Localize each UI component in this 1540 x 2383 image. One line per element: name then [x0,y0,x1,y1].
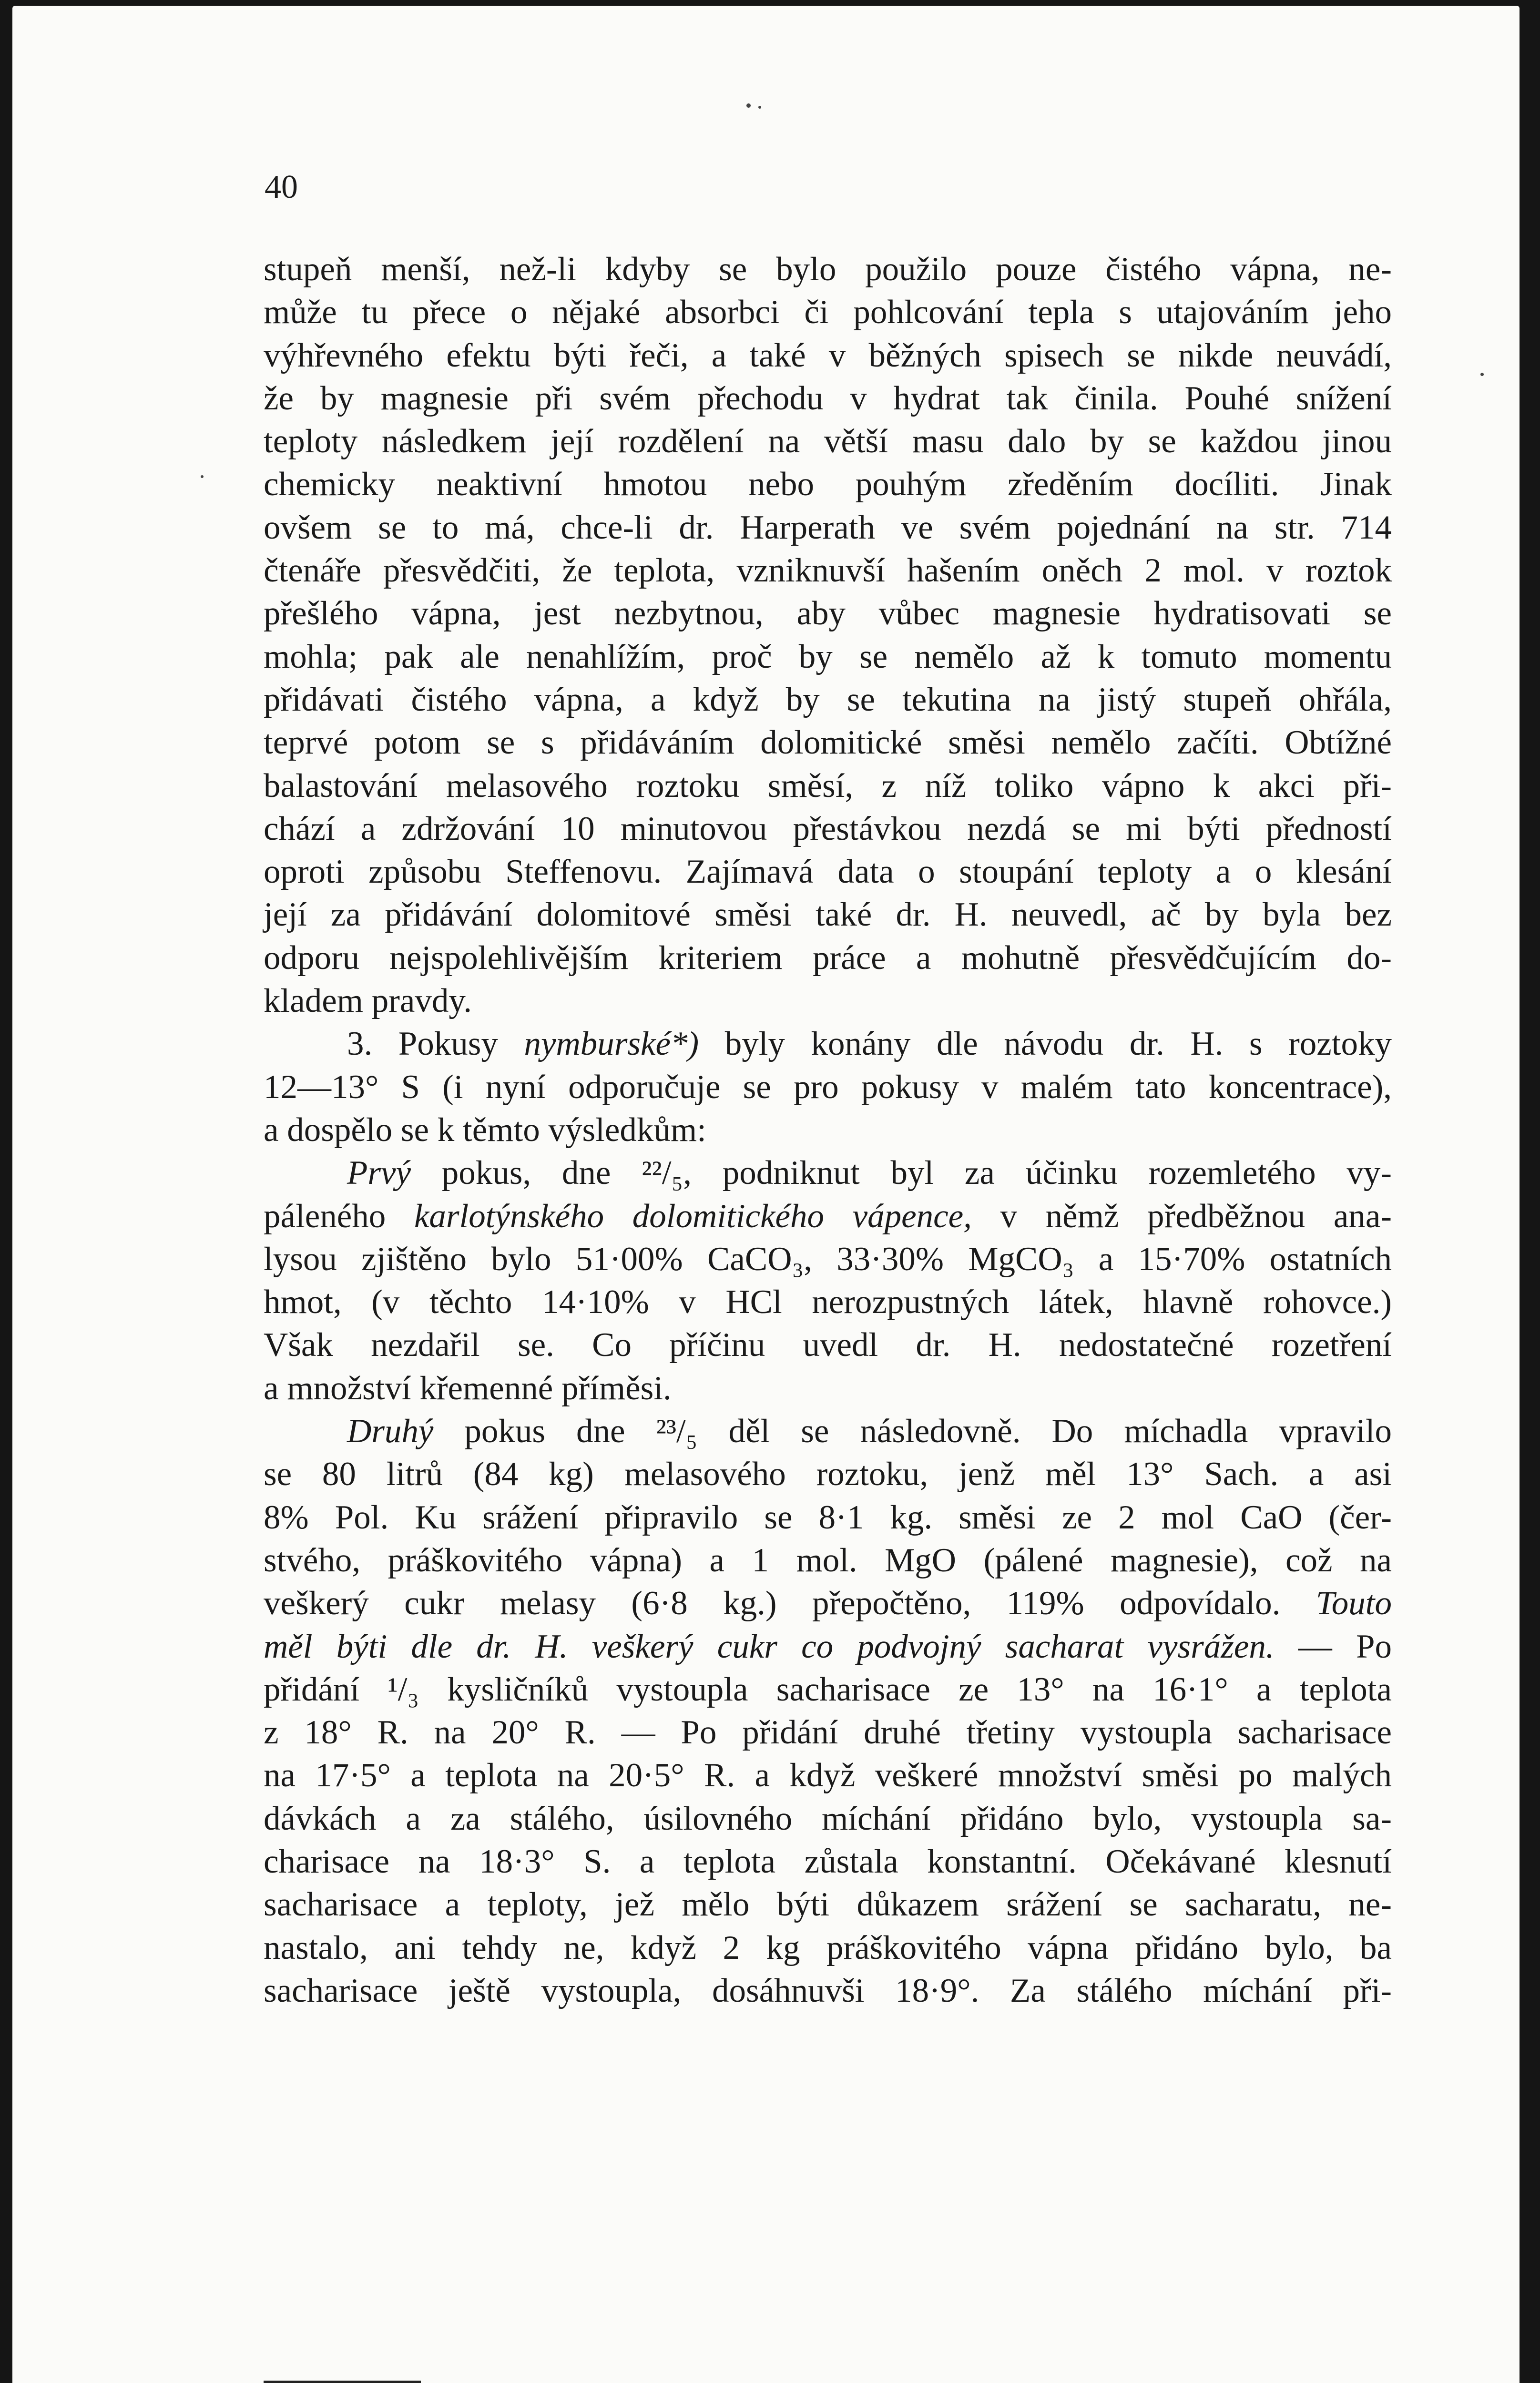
text-line: přešlého vápna, jest nezbytnou, aby vůbec magnesie hydratisovati se [264,595,1392,632]
text-line [264,1195,1392,1238]
text-line: se 80 litrů (84 kg) melasového roztoku, jenž měl 13° Sach. a asi [264,1456,1392,1493]
text-line: chemicky neaktivní hmotou nebo pouhým zředěním docíliti. Jinak [264,466,1392,503]
text-line: že by magnesie při svém přechodu v hydrat tak činila. Pouhé snížení [264,379,1392,417]
text-line [264,1625,1392,1668]
italic-run: Druhý [347,1413,434,1450]
text-line: teprvé potom se s přidáváním dolomitické směsi nemělo začíti. Obtížné [264,724,1392,762]
text-line: 12—13° S (i nyní odporučuje se pro pokusy v malém tato koncentrace), [264,1068,1392,1106]
text-line: výhřevného efektu býti řeči, a také v běžných spisech se nikde neuvádí, [264,336,1392,374]
text-line: ovšem se to má, chce-li dr. Harperath ve svém pojednání na str. 714 [264,509,1392,546]
dust-speck [1480,373,1484,376]
italic-run: nymburské*) [524,1025,699,1063]
page-number: 40 [265,169,298,205]
footnote-rule [264,2381,421,2383]
text-line: balastování melasového roztoku směsí, z níž toliko vápno k akci při- [264,767,1392,805]
text-line: hmot, (v těchto 14·10% v HCl nerozpustných látek, hlavně rohovce.) [264,1283,1392,1321]
text-line: mohla; pak ale nenahlížím, proč by se nemělo až k tomuto momentu [264,638,1392,675]
italic-run: měl býti dle dr. H. veškerý cukr co podvojný sacharat vysrážen. [264,1628,1275,1665]
text-run: veškerý cukr melasy (6·8 kg.) přepočtěno, 119% odpovídalo. [264,1585,1316,1622]
text-run: — Po [1274,1628,1392,1665]
text-line: na 17·5° a teplota na 20·5° R. a když veškeré množství směsi po malých [264,1757,1392,1794]
text-run: páleného [264,1197,414,1235]
second-trial-line [264,1410,1392,1453]
text-run: 3. Pokusy [347,1025,524,1063]
first-trial-line [264,1151,1392,1194]
text-line: čtenáře přesvědčiti, že teplota, vzniknuvší hašením oněch 2 mol. v roztok [264,552,1392,590]
text-line: teploty následkem její rozdělení na větší masu dalo by se každou jinou [264,423,1392,460]
italic-run: Touto [1316,1585,1392,1622]
text-line: lysou zjištěno bylo 51·00% CaCO₃, 33·30% MgCO₃ a 15·70% ostatních [264,1240,1392,1278]
text-line: z 18° R. na 20° R. — Po přidání druhé třetiny vystoupla sacharisace [264,1714,1392,1752]
text-run: pokus, dne ²²/₅, podniknut byl za účinku rozemletého vy- [411,1154,1392,1192]
text-line: oproti způsobu Steffenovu. Zajímavá data o stoupání teploty a o klesání [264,853,1392,891]
italic-run: Prvý [347,1154,411,1192]
text-line: odporu nejspolehlivějším kriteriem práce a mohutně přesvědčujícím do- [264,939,1392,977]
text-line: dávkách a za stálého, úsilovného míchání přidáno bylo, vystoupla sa- [264,1800,1392,1837]
text-line: přidání ¹/₃ kysličníků vystoupla sacharisace ze 13° na 16·1° a teplota [264,1670,1392,1708]
text-run: byly konány dle návodu dr. H. s roztoky [699,1025,1392,1063]
text-line: a množství křemenné příměsi. [264,1369,672,1407]
dust-speck [758,106,761,109]
paragraph-3-line [264,1022,1392,1065]
dust-speck [201,475,204,478]
text-line: Však nezdařil se. Co příčinu uvedl dr. H. nedostatečné rozetření [264,1326,1392,1364]
text-line [264,1582,1392,1625]
text-line: a dospělo se k těmto výsledkům: [264,1111,706,1149]
text-run: pokus dne ²³/₅ děl se následovně. Do míchadla vpravilo [433,1413,1392,1450]
text-line: charisace na 18·3° S. a teplota zůstala konstantní. Očekávané klesnutí [264,1843,1392,1880]
text-line: nastalo, ani tehdy ne, když 2 kg práškovitého vápna přidáno bylo, ba [264,1929,1392,1966]
text-line: může tu přece o nějaké absorbci či pohlcování tepla s utajováním jeho [264,294,1392,331]
text-line: sacharisace a teploty, jež mělo býti důkazem srážení se sacharatu, ne- [264,1886,1392,1924]
italic-run: karlotýnského dolomitického vápence, [414,1197,972,1235]
text-line: kladem pravdy. [264,982,472,1020]
text-line: sacharisace ještě vystoupla, dosáhnuvši 18·9°. Za stálého míchání při- [264,1972,1392,2009]
dust-speck [746,103,751,108]
text-line: 8% Pol. Ku srážení připravilo se 8·1 kg. směsi ze 2 mol CaO (čer- [264,1498,1392,1536]
text-line: stupeň menší, než-li kdyby se bylo použilo pouze čistého vápna, ne- [264,251,1392,288]
text-line: přidávati čistého vápna, a když by se tekutina na jistý stupeň ohřála, [264,681,1392,718]
text-run: v němž předběžnou ana- [971,1197,1392,1235]
text-line: její za přidávání dolomitové směsi také dr. H. neuvedl, ač by byla bez [264,896,1392,934]
text-line: stvého, práškovitého vápna) a 1 mol. MgO (pálené magnesie), což na [264,1541,1392,1579]
text-line: chází a zdržování 10 minutovou přestávkou nezdá se mi býti předností [264,810,1392,847]
body-text [264,248,1392,2012]
